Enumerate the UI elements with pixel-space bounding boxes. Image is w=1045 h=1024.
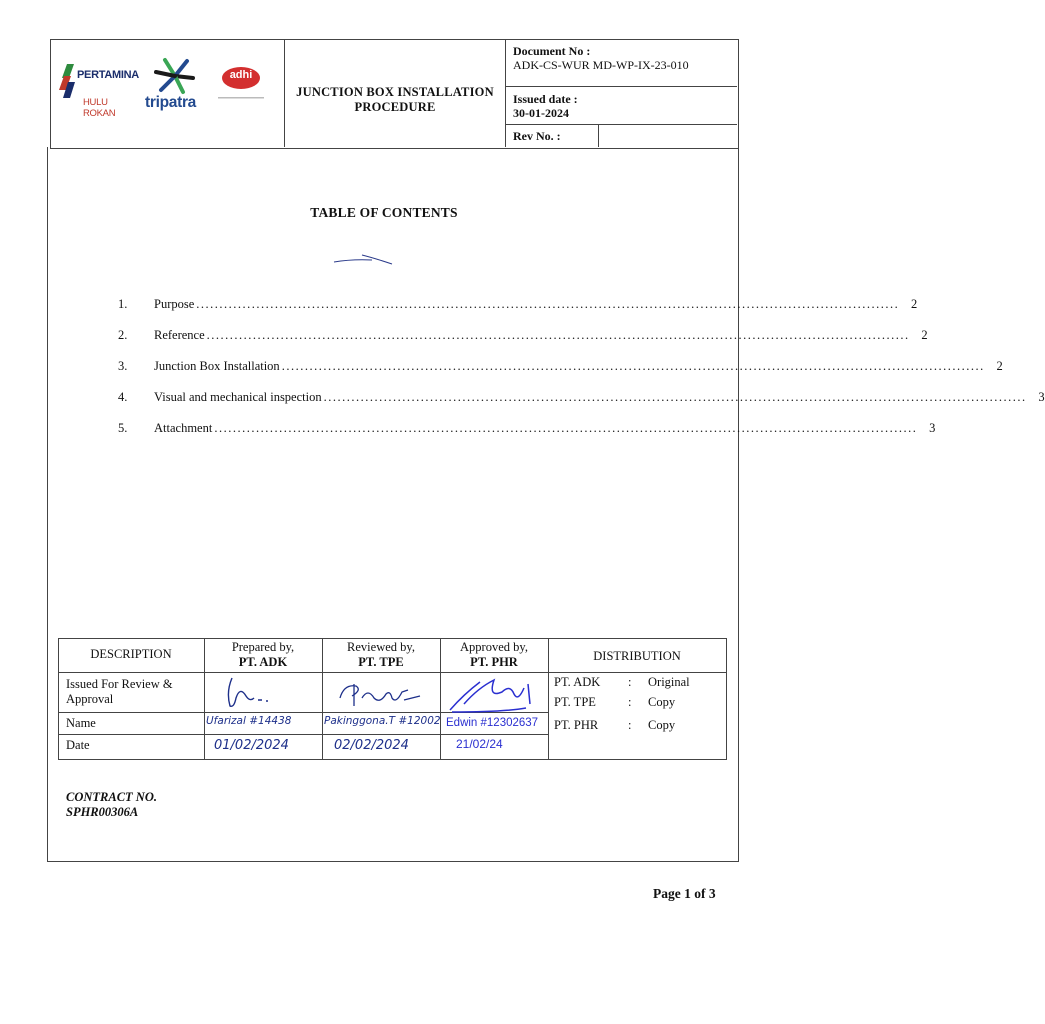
distribution-row: PT. TPE : Copy [554,695,676,709]
issued-for-review-label: Issued For Review & Approval [66,677,173,706]
toc-page-number: 3 [929,421,936,435]
name-row-label: Name [66,716,96,730]
header-divider [505,86,737,87]
issued-date-label: Issued date : [513,92,578,106]
toc-page-number: 2 [921,328,928,342]
distribution-row: PT. ADK : Original [554,675,690,689]
toc-item[interactable]: 4. Visual and mechanical inspection ........................................................................................................................................................ 3 [118,390,1045,404]
toc-leader: ........................................................................................................................................................ [206,328,910,342]
description-header: DESCRIPTION [90,647,172,661]
toc-item-label: Purpose [154,297,195,311]
prepared-date: 01/02/2024 [214,738,289,753]
toc-leader: ........................................................................................................................................................ [214,421,918,435]
reviewed-name: Pakinggona.T #12002 [324,715,441,727]
toc-item-label: Junction Box Installation [154,359,280,373]
tripatra-mark-icon [153,56,197,96]
approved-date: 21/02/24 [456,737,503,751]
approved-name: Edwin #12302637 [446,717,539,729]
toc-leader: ........................................................................................................................................................ [323,390,1027,404]
approved-signature [444,674,548,714]
toc-page-number: 2 [996,359,1003,373]
toc-item[interactable]: 1. Purpose ........................................................................................................................................................ 2 [118,297,918,311]
issued-date-value: 30-01-2024 [513,106,569,120]
toc-title: TABLE OF CONTENTS [310,205,458,220]
toc-item[interactable]: 5. Attachment ........................................................................................................................................................ 3 [118,421,936,435]
rev-no-label: Rev No. : [513,129,561,143]
header-divider [505,124,737,125]
tripatra-logo [143,56,211,118]
reviewed-signature [334,678,430,710]
header-divider [505,39,506,147]
date-row-label: Date [66,738,90,752]
hulu-rokan-wordmark: HULU ROKAN [83,97,116,119]
pertamina-mark-icon [58,62,78,102]
table-divider [58,734,548,735]
toc-leader: ........................................................................................................................................................ [281,359,985,373]
adhi-logo [221,66,273,108]
pertamina-wordmark: PERTAMINA [77,69,139,81]
pertamina-hulu-rokan-logo [58,60,140,119]
table-divider [548,672,726,673]
toc-item-label: Visual and mechanical inspection [154,390,322,404]
table-divider [58,672,548,673]
distribution-header: DISTRIBUTION [593,649,681,663]
reviewed-date: 02/02/2024 [334,738,409,753]
toc-page-number: 2 [911,297,918,311]
toc-item[interactable]: 3. Junction Box Installation ........................................................................................................................................................ 2 [118,359,1003,373]
tripatra-wordmark: tripatra [145,94,197,111]
adhi-wordmark: adhi [229,69,253,81]
prepared-by-header: Prepared by, PT. ADK [231,640,295,669]
document-no-value: ADK-CS-WUR MD-WP-IX-23-010 [513,58,689,72]
document-no-label: Document No : [513,44,591,58]
toc-page-number: 3 [1038,390,1045,404]
distribution-row: PT. PHR : Copy [554,718,676,732]
prepared-signature [218,674,308,712]
reviewed-by-header: Reviewed by, PT. TPE [347,640,415,669]
header-divider [598,124,599,147]
prepared-name: Ufarizal #14438 [206,715,292,727]
approved-by-header: Approved by, PT. PHR [460,640,528,669]
document-title: JUNCTION BOX INSTALLATION PROCEDURE [296,85,494,114]
toc-leader: ........................................................................................................................................................ [196,297,900,311]
page-number: Page 1 of 3 [653,886,716,901]
pen-mark [332,250,398,268]
adhi-tagline-icon [218,96,264,100]
toc-item-label: Reference [154,328,205,342]
toc-item-label: Attachment [154,421,213,435]
toc-item[interactable]: 2. Reference ........................................................................................................................................................ 2 [118,328,928,342]
contract-number: CONTRACT NO. SPHR00306A [66,790,157,819]
